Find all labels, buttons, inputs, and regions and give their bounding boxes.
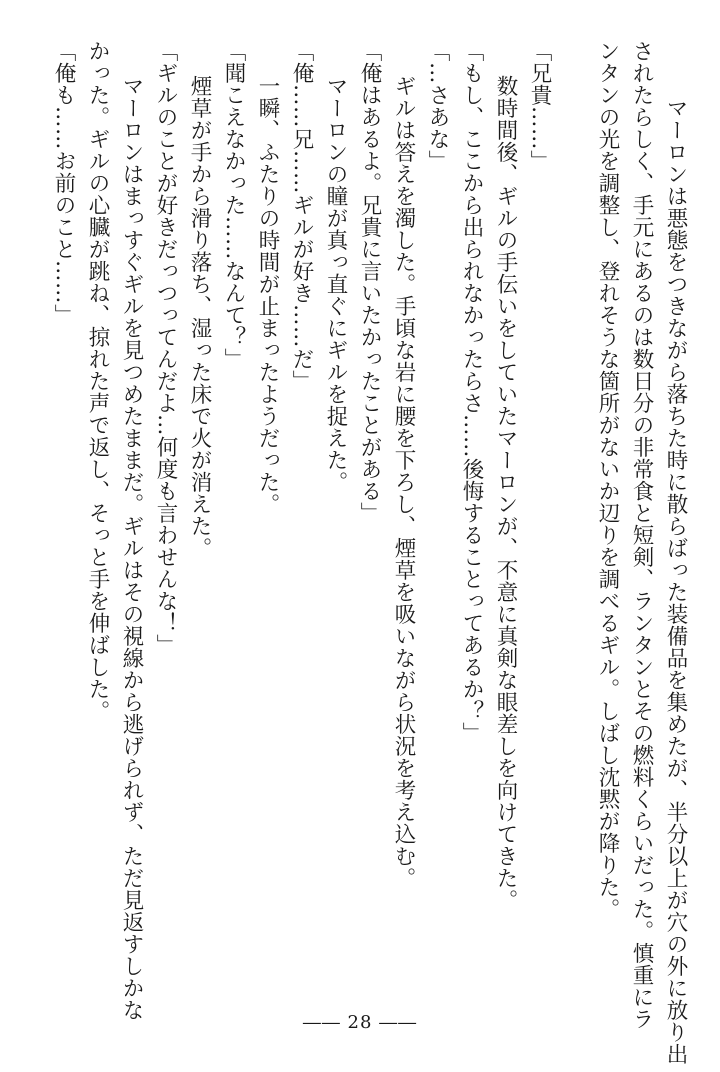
text-line: ンタンの光を調整し、登れそうな箇所がないか辺りを調べるギル。しばし沈黙が降りた。 [595, 40, 620, 920]
text-line: 数時間後、ギルの手伝いをしていたマーロンが、不意に真剣な眼差しを向けてきた。 [493, 75, 518, 911]
page-number: ―― 28 ―― [302, 1012, 418, 1033]
blank-line [556, 40, 590, 1000]
text-line: 「俺も……お前のこと……」 [51, 40, 76, 326]
text-line: 一瞬、ふたりの時間が止まったようだった。 [255, 75, 280, 515]
text-line: 「兄貴……」 [527, 40, 552, 172]
text-line: マーロンは悪態をつきながら落ちた時に散らばった装備品を集めたが、半分以上が穴の外に放り出 [663, 97, 688, 1065]
text-line: マーロンの瞳が真っ直ぐにギルを捉えた。 [323, 75, 348, 493]
text-line: 煙草が手から滑り落ち、湿った床で火が消えた。 [187, 75, 212, 559]
text-line: されたらしく、手元にあるのは数日分の非常食と短剣、ランタンとその燃料くらいだった。慎重にラ [629, 40, 654, 1030]
text-line: 「聞こえなかった……なんて？」 [221, 40, 246, 370]
text-line: 「…さあな」 [425, 40, 450, 172]
text-line: 「俺はあるよ。兄貴に言いたかったことがある」 [357, 40, 382, 524]
text-line: 「もし、ここから出られなかったらさ……後悔することってあるか？」 [459, 40, 484, 744]
text-line: ギルは答えを濁した。手頃な岩に腰を下ろし、煙草を吸いながら状況を考え込む。 [391, 75, 416, 889]
text-line: 「俺……兄……ギルが好き……だ」 [289, 40, 314, 392]
text-line: マーロンはまっすぐギルを見つめたままだ。ギルはその視線から逃げられず、ただ見返すしかな [119, 75, 144, 1021]
text-line: 「ギルのことが好きだっつってんだよ…何度も言わせんな！」 [153, 40, 178, 656]
text-line: かった。ギルの心臓が跳ね、掠れた声で返し、そっと手を伸ばした。 [85, 40, 110, 722]
